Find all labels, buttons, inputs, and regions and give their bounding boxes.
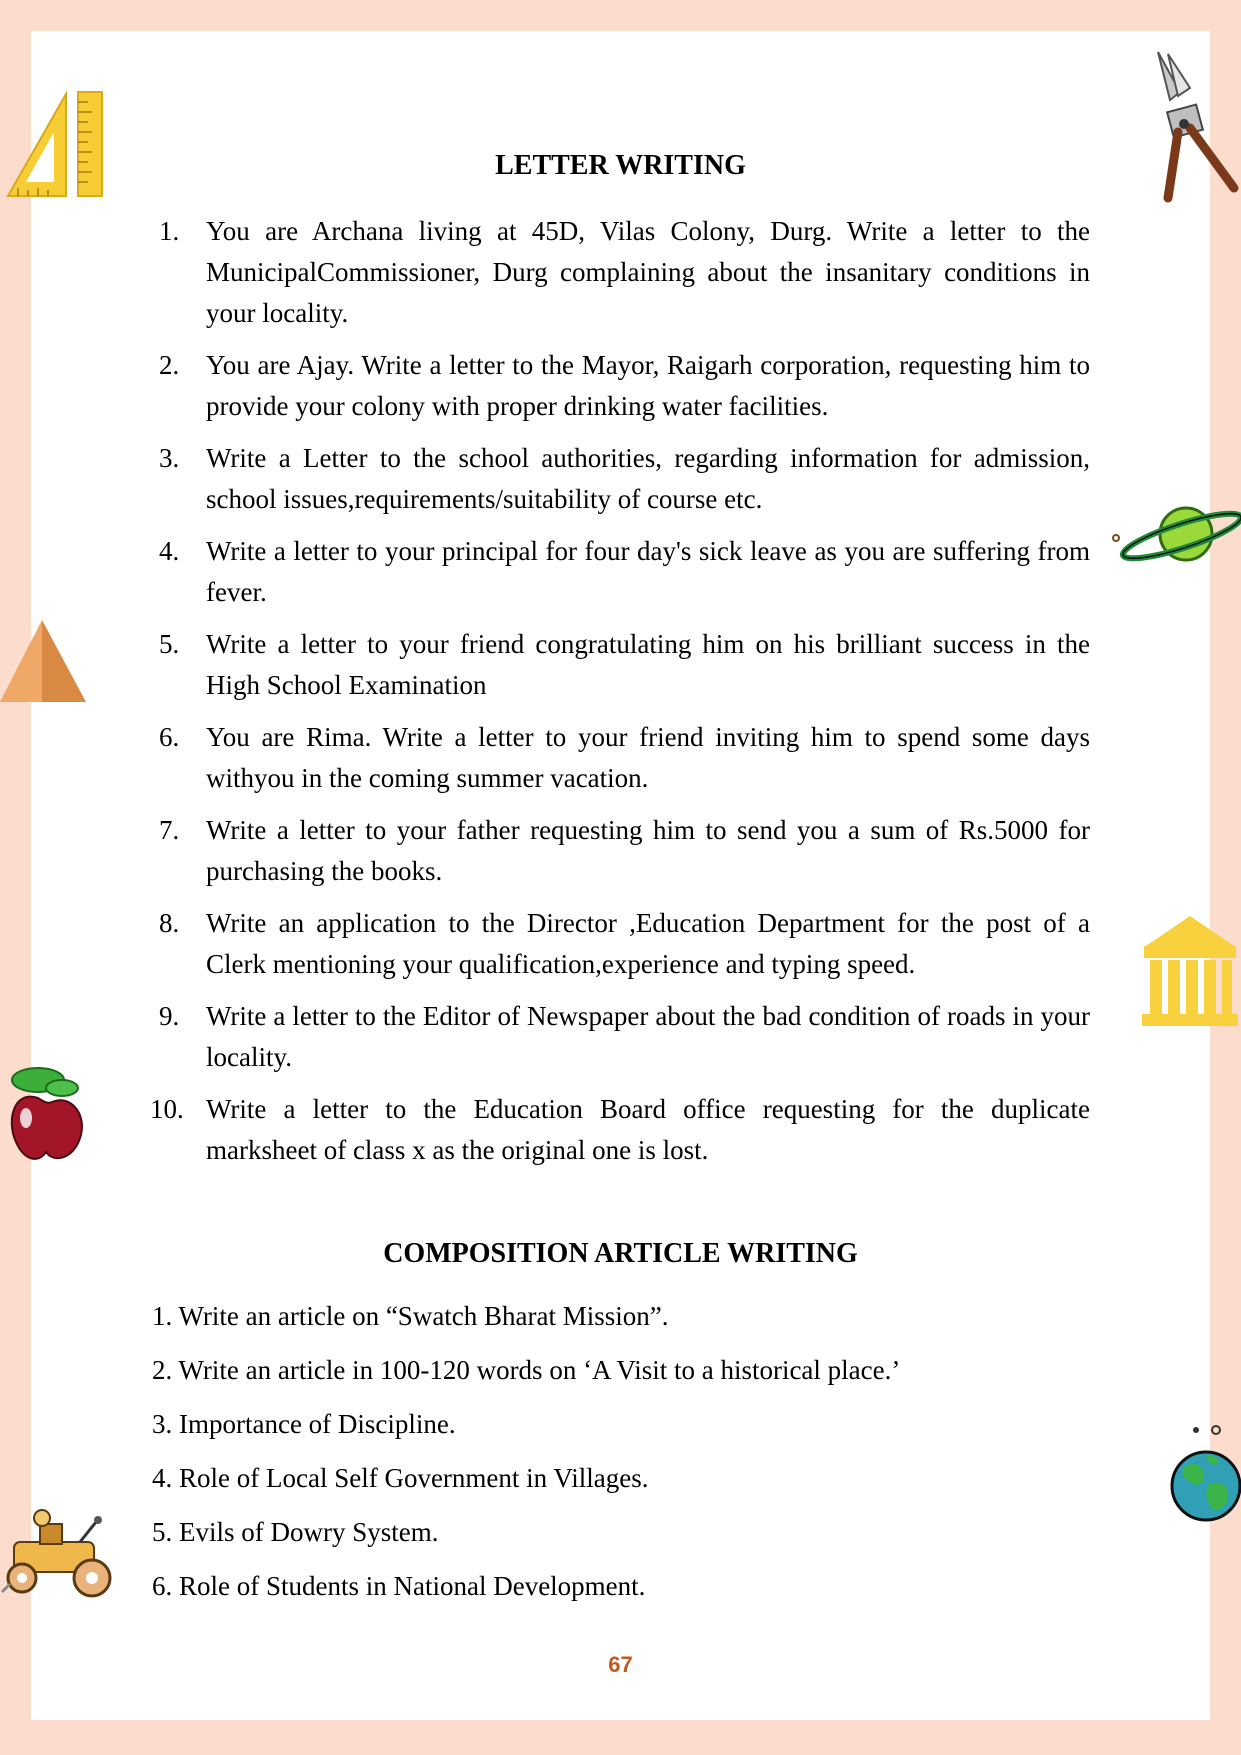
page-number: 67	[608, 1652, 633, 1677]
list-item-number: 7.	[159, 815, 180, 845]
list-item-number: 5.	[159, 629, 180, 659]
pillar-icon	[1140, 910, 1241, 1030]
list-item-text: Write a letter to your friend congratulating him on his brilliant success in the High School Examination	[206, 629, 1090, 700]
list-item-text: Write a Letter to the school authorities, regarding information for admission, school issues,requirements/suitability of course etc.	[206, 443, 1090, 514]
list-item: 4. Role of Local Self Government in Villages.	[152, 1463, 649, 1493]
list-item	[150, 624, 1090, 706]
list-item-number: 3.	[159, 443, 180, 473]
list-item-number: 1.	[159, 216, 180, 246]
list-item	[150, 1089, 1090, 1171]
list-item-text: Write an application to the Director ,Education Department for the post of a Clerk mentioning your qualification,experience and typing speed.	[206, 908, 1090, 979]
list-item	[150, 810, 1090, 892]
list-item: 5. Evils of Dowry System.	[152, 1517, 439, 1547]
vehicle-icon	[0, 1508, 126, 1600]
list-item-number: 8.	[159, 908, 180, 938]
letter-writing-list	[150, 211, 1090, 1182]
list-item-text: Write a letter to your principal for four day's sick leave as you are suffering from fever.	[206, 536, 1090, 607]
list-item-text: You are Ajay. Write a letter to the Mayor, Raigarh corporation, requesting him to provide your colony with proper drinking water facilities.	[206, 350, 1090, 421]
list-item-text: You are Rima. Write a letter to your friend inviting him to spend some days withyou in the coming summer vacation.	[206, 722, 1090, 793]
globe-icon	[1166, 1424, 1241, 1528]
list-item-text: Write a letter to the Education Board office requesting for the duplicate marksheet of class x as the original one is lost.	[206, 1094, 1090, 1165]
list-item	[150, 345, 1090, 427]
list-item-text: Write a letter to the Editor of Newspaper about the bad condition of roads in your locality.	[206, 1001, 1090, 1072]
list-item	[150, 717, 1090, 799]
list-item: 3. Importance of Discipline.	[152, 1409, 456, 1439]
composition-title: COMPOSITION ARTICLE WRITING	[383, 1238, 858, 1269]
list-item: 2. Write an article in 100-120 words on ‘A Visit to a historical place.’	[152, 1355, 901, 1385]
list-item: 6. Role of Students in National Development.	[152, 1571, 646, 1601]
list-item-number: 2.	[159, 350, 180, 380]
planet-icon	[1110, 498, 1241, 570]
set-square-ruler-icon	[4, 88, 104, 200]
list-item	[150, 438, 1090, 520]
list-item	[150, 903, 1090, 985]
list-item-number: 6.	[159, 722, 180, 752]
list-item-text: Write a letter to your father requesting him to send you a sum of Rs.5000 for purchasing the books.	[206, 815, 1090, 886]
list-item: 1. Write an article on “Swatch Bharat Mission”.	[152, 1301, 669, 1331]
pyramid-icon	[0, 616, 88, 706]
list-item-number: 4.	[159, 536, 180, 566]
list-item	[150, 996, 1090, 1078]
list-item	[150, 211, 1090, 334]
list-item-text: You are Archana living at 45D, Vilas Colony, Durg. Write a letter to the MunicipalCommissioner, Durg complaining about the insanitary conditions in your locality.	[206, 216, 1090, 328]
apple-icon	[4, 1060, 88, 1168]
list-item-number: 9.	[159, 1001, 180, 1031]
list-item	[150, 531, 1090, 613]
list-item-number: 10.	[150, 1094, 184, 1124]
letter-writing-title: LETTER WRITING	[495, 150, 746, 181]
composition-list	[152, 1296, 1092, 1620]
